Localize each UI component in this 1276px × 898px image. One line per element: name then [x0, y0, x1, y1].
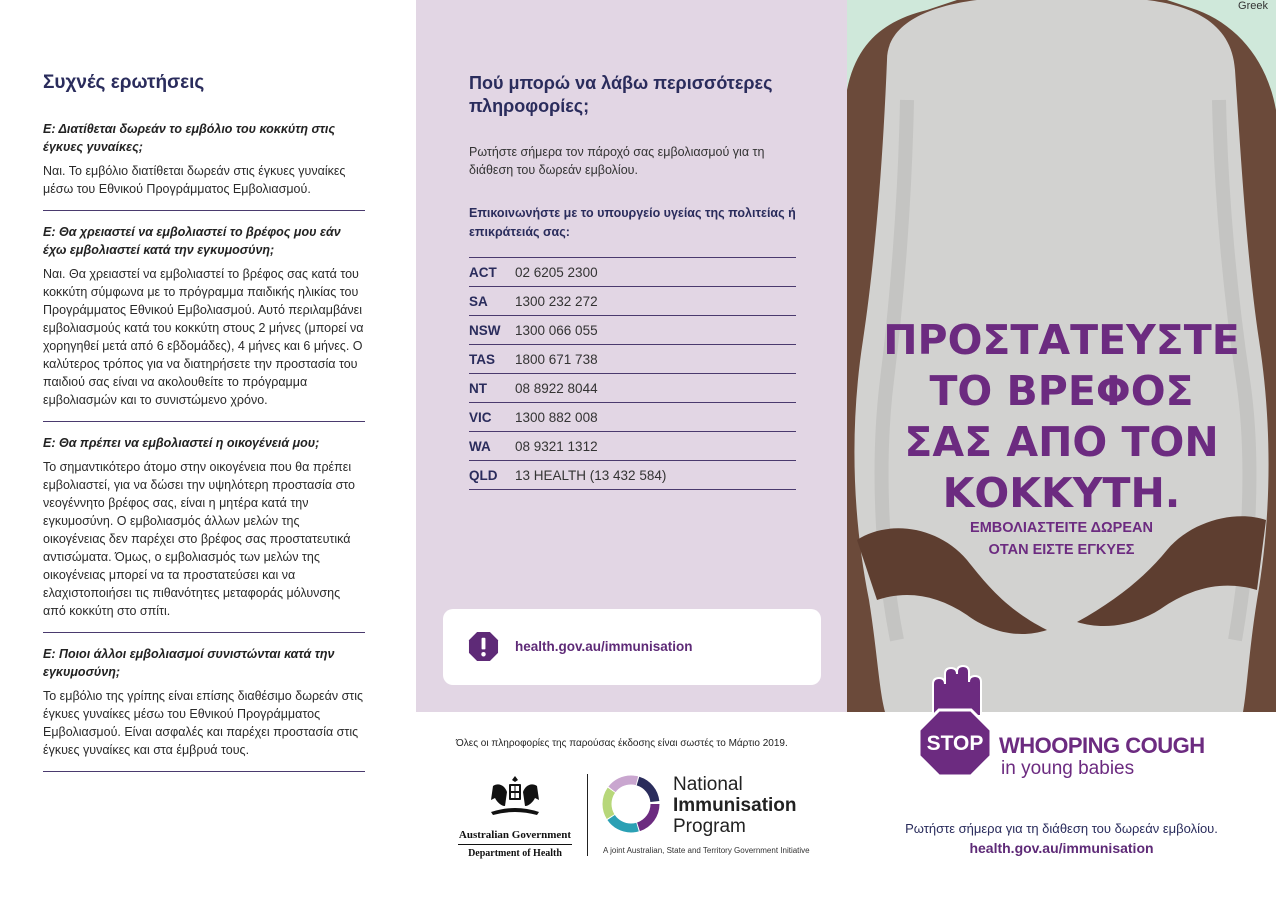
faq-item	[43, 434, 365, 633]
subhead-line: ΕΜΒΟΛΙΑΣΤΕΙΤΕ ΔΩΡΕΑΝ	[970, 520, 1153, 536]
language-label: Greek	[1238, 0, 1268, 12]
faq-question: Ε: Διατίθεται δωρεάν το εμβόλιο του κοκκύτη στις έγκυες γυναίκες;	[43, 122, 336, 154]
headline-line: ΣΑΣ ΑΠΟ ΤΟΝ	[904, 418, 1219, 466]
phone-state: NSW	[469, 322, 501, 338]
gov-rule	[458, 844, 572, 845]
phone-table	[469, 257, 796, 490]
whooping-cough-subtitle: in young babies	[1001, 758, 1135, 779]
info-title: Πού μπορώ να λάβω περισσότερες πληροφορίες;	[469, 73, 773, 116]
faq-answer: Ναι. Το εμβόλιο διατίθεται δωρεάν στις έγκυες γυναίκες μέσω του Εθνικού Προγράμματος Εμβολιασμού.	[43, 164, 346, 196]
phone-row	[469, 287, 796, 316]
link-box	[443, 609, 821, 685]
phone-row	[469, 461, 796, 490]
accuracy-note: Όλες οι πληροφορίες της παρούσας έκδοσης είναι σωστές το Μάρτιο 2019.	[456, 738, 788, 749]
faq-item	[43, 645, 365, 772]
phone-state: WA	[469, 438, 491, 454]
phone-state: QLD	[469, 467, 498, 483]
cover-footer-text: Ρωτήστε σήμερα για τη διάθεση του δωρεάν εμβολίου.	[905, 821, 1218, 836]
faq-question: Ε: Ποιοι άλλοι εμβολιασμοί συνιστώνται κατά την εγκυμοσύνη;	[43, 647, 335, 679]
phone-number[interactable]: 08 9321 1312	[515, 438, 598, 454]
gov-logo	[454, 772, 576, 872]
info-panel	[416, 0, 847, 712]
phone-row	[469, 258, 796, 287]
phone-row	[469, 345, 796, 374]
subhead-line: ΟΤΑΝ ΕΙΣΤΕ ΕΓΚΥΕΣ	[988, 542, 1135, 558]
faq-list	[43, 120, 365, 784]
cover-headline	[847, 315, 1276, 519]
faq-panel	[0, 0, 416, 898]
cover-footer	[847, 712, 1276, 898]
phone-number[interactable]: 1300 066 055	[515, 322, 598, 338]
whooping-cough-title: WHOOPING COUGH	[999, 733, 1205, 758]
nip-logo-ring-icon	[601, 774, 661, 834]
nip-line3: Program	[673, 816, 746, 837]
logo-divider	[587, 774, 588, 856]
stop-label: STOP	[926, 732, 984, 755]
phone-row	[469, 403, 796, 432]
faq-item	[43, 120, 365, 211]
faq-question: Ε: Θα χρειαστεί να εμβολιαστεί το βρέφος μου εάν έχω εμβολιαστεί κατά την εγκυμοσύνη;	[43, 225, 341, 257]
nip-line1: National	[673, 774, 743, 795]
phone-state: SA	[469, 293, 488, 309]
phone-row	[469, 432, 796, 461]
gov-dept: Department of Health	[468, 848, 562, 859]
nip-logo-text	[673, 774, 797, 837]
phone-row	[469, 316, 796, 345]
faq-question: Ε: Θα πρέπει να εμβολιαστεί η οικογένειά μου;	[43, 436, 320, 450]
cover-subhead	[847, 517, 1276, 561]
health-link[interactable]: health.gov.au/immunisation	[515, 639, 693, 654]
cover-panel	[847, 0, 1276, 712]
coat-of-arms-icon	[483, 772, 547, 822]
phone-state: VIC	[469, 409, 492, 425]
faq-answer: Το εμβόλιο της γρίπης είναι επίσης διαθέσιμο δωρεάν στις έγκυες γυναίκες μέσω του Εθνικού Προγράμματος Εμβολιασμού. Είναι ασφαλές και παρέχει προστασία στις έγκυες γυναίκες και στα έμβρυά τους.	[43, 689, 364, 757]
headline-line: ΤΟ ΒΡΕΦΟΣ	[929, 367, 1194, 415]
stop-hand-icon	[917, 664, 993, 782]
phone-number[interactable]: 13 HEALTH (13 432 584)	[515, 467, 667, 483]
faq-answer: Ναι. Θα χρειαστεί να εμβολιαστεί το βρέφος σας κατά του κοκκύτη σύμφωνα με το πρόγραμμα παιδικής ηλικίας του Προγράμματος Εθνικού Εμβολιασμού. Αυτό περιλαμβάνει εμβολιασμούς κατά του κοκκύτη στους 2 μήνες (μπορεί να χορηγηθεί μετά από 6 εβδομάδες), 4 μήνες και 6 μήνες. Ο καλύτερος τρόπος για να διατηρήσετε την προστασία του παιδιού σας είναι να ακολουθείτε το πρόγραμμα εμβολιασμών και το συνιστώμενο χρόνο.	[43, 267, 364, 407]
phone-state: ACT	[469, 264, 497, 280]
headline-line: ΚΟΚΚΥΤΗ.	[942, 469, 1181, 517]
info-paragraph: Ρωτήστε σήμερα τον πάροχό σας εμβολιασμού για τη διάθεση του δωρεάν εμβολίου.	[469, 145, 765, 177]
headline-line: ΠΡΟΣΤΑΤΕΥΣΤΕ	[883, 316, 1240, 364]
gov-name: Australian Government	[458, 829, 572, 841]
phone-state: TAS	[469, 351, 495, 367]
info-contact-heading: Επικοινωνήστε με το υπουργείο υγείας της πολιτείας ή επικράτειάς σας:	[469, 206, 796, 239]
faq-answer: Το σημαντικότερο άτομο στην οικογένεια που θα πρέπει εμβολιαστεί, για να δώσει την υψηλότερη προστασία στο νεογέννητο βρέφος σας, είναι η μητέρα κατά την εγκυμοσύνη. Ο εμβολιασμός άλλων μελών της οικογένειας δεν παρέχει στο βρέφος σας προστατευτικά αντισώματα. Όμως, ο εμβολιασμός των μελών της οικογένειας μπορεί να τα προστατεύσει και να ελαχιστοποιήσει τις πιθανότητες μεταφοράς μόλυνσης από κοκκύτη στο σπίτι.	[43, 460, 356, 618]
phone-number[interactable]: 1300 882 008	[515, 409, 598, 425]
nip-subtitle: A joint Australian, State and Territory Government Initiative	[603, 846, 810, 855]
faq-item	[43, 223, 365, 422]
phone-state: NT	[469, 380, 487, 396]
nip-line2: Immunisation	[673, 795, 797, 816]
logos-area	[416, 712, 847, 898]
phone-number[interactable]: 1300 232 272	[515, 293, 598, 309]
phone-number[interactable]: 08 8922 8044	[515, 380, 598, 396]
faq-title: Συχνές ερωτήσεις	[43, 72, 205, 93]
cover-footer-link[interactable]: health.gov.au/immunisation	[969, 840, 1154, 856]
exclamation-icon	[468, 631, 499, 662]
phone-number[interactable]: 1800 671 738	[515, 351, 598, 367]
phone-row	[469, 374, 796, 403]
phone-number[interactable]: 02 6205 2300	[515, 264, 598, 280]
